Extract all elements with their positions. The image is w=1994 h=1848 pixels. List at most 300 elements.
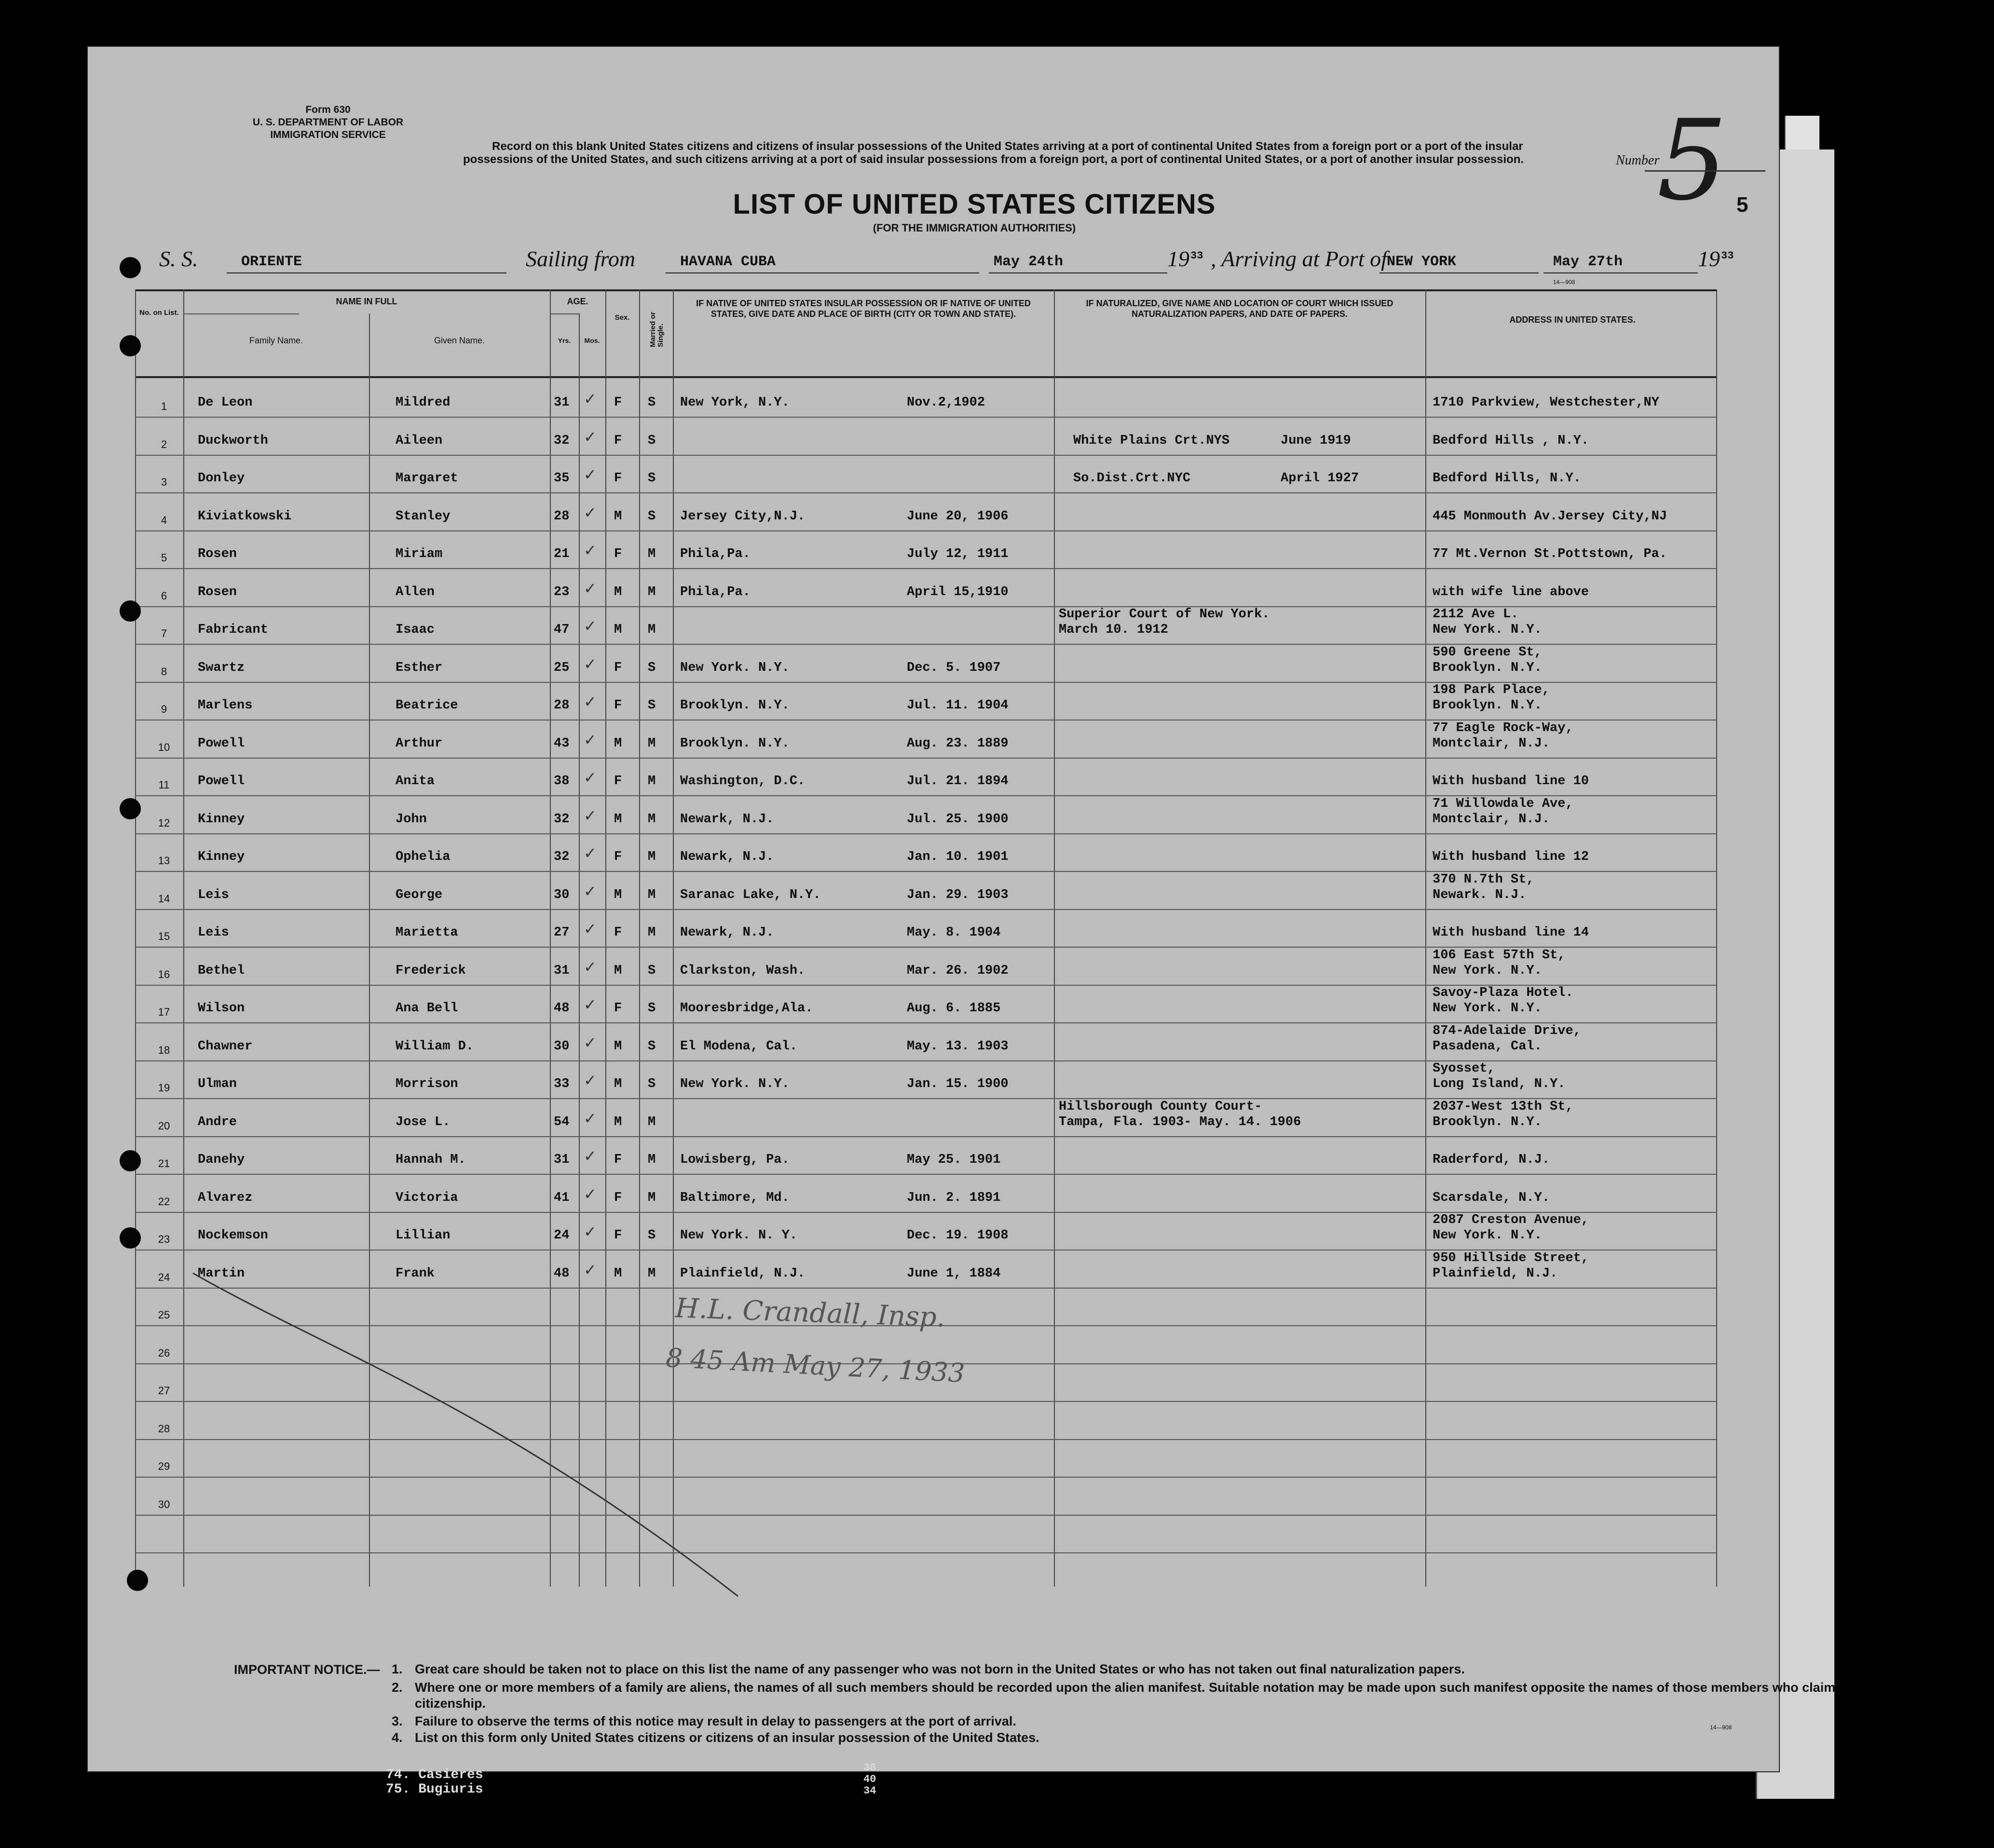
given-name: Anita: [396, 774, 435, 788]
row-number: 14: [158, 892, 170, 905]
given-name: Hannah M.: [396, 1153, 466, 1167]
row-rule: [135, 1136, 1717, 1137]
family-name: Chawner: [198, 1039, 253, 1054]
verification-check-mark: ✓: [584, 957, 597, 976]
row-rule: [135, 492, 1717, 493]
address-line-1: 874-Adelaide Drive,: [1433, 1023, 1581, 1038]
arriving-label: , Arriving at Port of: [1211, 246, 1387, 271]
birth-place: Phila,Pa.: [680, 547, 751, 561]
family-name: Danehy: [198, 1153, 245, 1167]
number-underline: [1645, 170, 1765, 172]
given-name: George: [396, 887, 443, 902]
header-sex: Sex.: [615, 313, 630, 322]
birth-place: El Modena, Cal.: [680, 1039, 798, 1054]
birth-date: April 15,1910: [907, 584, 1009, 599]
strip-value-3: 34: [863, 1785, 876, 1797]
sex: F: [614, 547, 622, 561]
age-years: 25: [554, 660, 570, 675]
arriving-date: May 27th: [1553, 254, 1623, 270]
age-years: 33: [554, 1077, 570, 1091]
row-rule: [135, 568, 1717, 569]
address: Scarsdale, N.Y.: [1433, 1190, 1550, 1205]
naturalization-court: So.Dist.Crt.NYC: [1073, 471, 1191, 486]
row-rule: [135, 530, 1717, 531]
address-line-2: Plainfield, N.J.: [1433, 1266, 1558, 1281]
inspection-time-note: 8 45 Am May 27, 1933: [665, 1342, 966, 1389]
birth-place: Newark, N.J.: [680, 925, 774, 940]
row-number: 23: [158, 1233, 170, 1245]
sex: F: [614, 774, 622, 788]
family-name: Kiviatkowski: [198, 509, 292, 524]
birth-place: Washington, D.C.: [680, 774, 806, 788]
form-number: Form 630: [305, 104, 351, 115]
marital-status: S: [648, 963, 656, 978]
given-name: Victoria: [396, 1190, 458, 1205]
given-name: Esther: [396, 660, 443, 675]
given-name: Mildred: [396, 395, 451, 410]
given-name: Isaac: [396, 623, 435, 637]
address-line-1: 950 Hillside Street,: [1433, 1250, 1589, 1265]
given-name: Frank: [396, 1266, 435, 1281]
arriving-year-suffix: 33: [1721, 250, 1734, 262]
manifest-sheet: [87, 46, 1836, 1772]
row-number: 5: [161, 552, 167, 564]
row-rule: [135, 833, 1717, 834]
marital-status: S: [648, 1077, 656, 1091]
address: 1710 Parkview, Westchester,NY: [1433, 395, 1659, 410]
sex: M: [614, 1266, 622, 1281]
strip-line-1: 74. Casieres: [386, 1767, 483, 1782]
underlying-manifest-strip: [338, 1762, 1013, 1801]
form-code-bottom: 14—908: [1710, 1724, 1732, 1731]
notice-item-3: 3. Failure to observe the terms of this notice may result in delay to passengers at the port of arrival.: [392, 1714, 1016, 1728]
address-line-2: New York. N.Y.: [1433, 1001, 1542, 1016]
address: Bedford Hills , N.Y.: [1433, 433, 1589, 448]
family-name: Rosen: [198, 584, 237, 599]
age-years: 35: [554, 471, 570, 486]
sex: F: [614, 1001, 622, 1016]
sailing-year-suffix: 33: [1190, 250, 1203, 262]
given-name: Ophelia: [396, 850, 451, 864]
birth-date: July 12, 1911: [907, 547, 1009, 561]
binder-hole: [120, 335, 141, 356]
verification-check-mark: ✓: [584, 1071, 597, 1089]
row-number: 10: [158, 741, 170, 753]
family-name: Duckworth: [198, 433, 268, 448]
verification-check-mark: ✓: [584, 995, 597, 1014]
marital-status: M: [648, 736, 656, 751]
age-years: 30: [554, 887, 570, 902]
sex: F: [614, 850, 622, 864]
birth-date: Nov.2,1902: [907, 395, 985, 410]
row-rule: [135, 909, 1717, 910]
given-name: Jose L.: [396, 1114, 451, 1129]
address-line-1: 71 Willowdale Ave,: [1433, 796, 1573, 811]
address: with wife line above: [1433, 584, 1589, 599]
verification-check-mark: ✓: [584, 579, 597, 598]
binder-hole: [120, 1150, 141, 1171]
row-number: 30: [158, 1498, 170, 1510]
given-name: Arthur: [396, 736, 443, 751]
address: 445 Monmouth Av.Jersey City,NJ: [1433, 509, 1667, 524]
age-years: 23: [554, 584, 570, 599]
address-line-1: Syosset,: [1433, 1061, 1495, 1076]
family-name: Leis: [198, 887, 229, 902]
birth-date: Aug. 23. 1889: [907, 736, 1009, 751]
row-number: 6: [161, 589, 167, 602]
sailing-year-prefix: 19: [1167, 246, 1189, 271]
birth-date: May. 13. 1903: [907, 1039, 1009, 1054]
given-name: Margaret: [396, 471, 458, 486]
birth-place: Saranac Lake, N.Y.: [680, 887, 821, 902]
marital-status: M: [648, 850, 656, 864]
marital-status: M: [648, 1114, 656, 1129]
given-name: Stanley: [396, 509, 451, 524]
row-number: 26: [158, 1346, 170, 1359]
birth-date: May. 8. 1904: [907, 925, 1001, 940]
verification-check-mark: ✓: [584, 1033, 597, 1052]
sailing-port: HAVANA CUBA: [680, 254, 776, 270]
family-name: Nockemson: [198, 1228, 268, 1243]
ss-label: S. S.: [159, 246, 198, 271]
sex: M: [614, 1039, 622, 1054]
inspector-signature: H.L. Crandall, Insp.: [675, 1292, 946, 1333]
name-subheader-rule: [183, 313, 299, 314]
marital-status: S: [648, 1228, 656, 1243]
binder-hole: [120, 1227, 141, 1249]
age-years: 54: [554, 1114, 570, 1129]
strip-line-2: 75. Bugiuris: [386, 1782, 483, 1797]
family-name: Powell: [198, 736, 245, 751]
verification-check-mark: ✓: [584, 465, 597, 484]
col-rule-naturalized: [1425, 289, 1426, 1587]
naturalization-court: Hillsborough County Court-: [1059, 1099, 1262, 1114]
address: 77 Mt.Vernon St.Pottstown, Pa.: [1433, 547, 1667, 561]
birth-place: New York. N. Y.: [680, 1228, 798, 1243]
form-code-top: 14—908: [1553, 279, 1575, 285]
address: Raderford, N.J.: [1433, 1153, 1550, 1167]
marital-status: S: [648, 698, 656, 713]
birth-place: Jersey City,N.J.: [680, 509, 806, 524]
address-line-1: 2112 Ave L.: [1433, 607, 1519, 622]
sex: F: [614, 1153, 622, 1167]
verification-check-mark: ✓: [584, 1184, 597, 1203]
naturalization-court-detail: March 10. 1912: [1059, 623, 1168, 637]
marital-status: M: [648, 1153, 656, 1167]
sailing-date: May 24th: [994, 254, 1064, 270]
family-name: Marlens: [198, 698, 253, 713]
sailing-underline: [666, 272, 979, 273]
age-years: 28: [554, 698, 570, 713]
address-line-2: Brooklyn. N.Y.: [1433, 660, 1542, 675]
family-name: Swartz: [198, 660, 245, 675]
family-name: Wilson: [198, 1001, 245, 1016]
birth-date: Dec. 19. 1908: [907, 1228, 1009, 1243]
sex: M: [614, 963, 622, 978]
row-number: 2: [161, 438, 167, 450]
birth-date: Dec. 5. 1907: [907, 660, 1001, 675]
sex: F: [614, 395, 622, 410]
age-years: 32: [554, 812, 570, 827]
citizens-table: [135, 289, 1717, 1587]
given-name: Lillian: [396, 1228, 451, 1243]
table-top-rule: [135, 289, 1717, 291]
birth-place: Baltimore, Md.: [680, 1190, 790, 1205]
row-number: 18: [158, 1044, 170, 1056]
notice-item-1: 1. Great care should be taken not to place on this list the name of any passenger who was not born in the United States or who has not taken out final naturalization papers.: [392, 1662, 1465, 1676]
family-name: Kinney: [198, 812, 245, 827]
given-name: Ana Bell: [396, 1001, 458, 1016]
address-line-2: New York. N.Y.: [1433, 623, 1542, 637]
header-mos: Mos.: [584, 337, 600, 344]
sex: M: [614, 812, 622, 827]
birth-date: Mar. 26. 1902: [907, 963, 1009, 978]
family-name: Bethel: [198, 963, 245, 978]
family-name: De Leon: [198, 395, 253, 410]
header-bottom-rule: [135, 376, 1717, 378]
notice-title: IMPORTANT NOTICE.—: [234, 1662, 380, 1677]
naturalization-court: Superior Court of New York.: [1059, 607, 1270, 622]
address: With husband line 12: [1433, 850, 1589, 864]
row-number: 29: [158, 1460, 170, 1472]
page-subtitle: (FOR THE IMMIGRATION AUTHORITIES): [873, 222, 1076, 234]
row-number: 9: [161, 703, 167, 715]
birth-place: New York. N.Y.: [680, 1077, 790, 1091]
row-number: 28: [158, 1422, 170, 1435]
verification-check-mark: ✓: [584, 1109, 597, 1128]
row-rule: [135, 1174, 1717, 1175]
birth-date: Jul. 25. 1900: [907, 812, 1009, 827]
header-married-single: Married or Single.: [649, 312, 665, 347]
page-title: LIST OF UNITED STATES CITIZENS: [733, 189, 1216, 220]
sex: F: [614, 925, 622, 940]
given-name: William D.: [396, 1039, 474, 1054]
number-label: Number: [1616, 153, 1660, 168]
sex: M: [614, 623, 622, 637]
birth-place: Lowisberg, Pa.: [680, 1153, 790, 1167]
birth-place: Mooresbridge,Ala.: [680, 1001, 813, 1016]
sex: M: [614, 584, 622, 599]
row-number: 16: [158, 968, 170, 980]
marital-status: S: [648, 509, 656, 524]
address-line-2: Montclair, N.J.: [1433, 736, 1550, 751]
age-years: 24: [554, 1228, 570, 1243]
col-rule-left: [135, 289, 136, 1587]
row-number: 8: [161, 665, 167, 678]
row-number: 17: [158, 1006, 170, 1018]
age-years: 31: [554, 395, 570, 410]
naturalization-court: White Plains Crt.NYS: [1073, 433, 1230, 448]
naturalization-court-detail: Tampa, Fla. 1903- May. 14. 1906: [1059, 1114, 1301, 1129]
marital-status: M: [648, 774, 656, 788]
row-number: 24: [158, 1271, 170, 1283]
notice-item-4: 4. List on this form only United States citizens or citizens of an insular possession of the United States.: [392, 1730, 1039, 1745]
marital-status: S: [648, 1039, 656, 1054]
address-line-1: 2037-West 13th St,: [1433, 1099, 1573, 1114]
marital-status: M: [648, 584, 656, 599]
age-years: 30: [554, 1039, 570, 1054]
row-number: 21: [158, 1157, 170, 1169]
marital-status: M: [648, 1266, 656, 1281]
sex: M: [614, 1077, 622, 1091]
header-age: AGE.: [567, 297, 588, 306]
row-number: 4: [161, 514, 167, 526]
birth-date: May 25. 1901: [907, 1153, 1001, 1167]
verification-check-mark: ✓: [584, 882, 597, 900]
verification-check-mark: ✓: [584, 844, 597, 862]
address-line-2: Montclair, N.J.: [1433, 812, 1550, 827]
verification-check-mark: ✓: [584, 390, 597, 408]
header-yrs: Yrs.: [558, 337, 571, 344]
address-line-2: New York. N.Y.: [1433, 963, 1542, 978]
age-years: 31: [554, 963, 570, 978]
row-rule: [135, 758, 1717, 759]
marital-status: M: [648, 1190, 656, 1205]
marital-status: M: [648, 623, 656, 637]
binder-hole: [127, 1570, 148, 1591]
birth-date: Jul. 11. 1904: [907, 698, 1009, 713]
age-years: 21: [554, 547, 570, 561]
marital-status: S: [648, 433, 656, 448]
given-name: Marietta: [396, 925, 458, 940]
birth-place: Brooklyn. N.Y.: [680, 698, 790, 713]
family-name: Donley: [198, 471, 245, 486]
col-rule-right: [1716, 289, 1717, 1587]
marital-status: M: [648, 925, 656, 940]
row-number: 20: [158, 1119, 170, 1132]
sex: F: [614, 660, 622, 675]
address-line-2: Brooklyn. N.Y.: [1433, 698, 1542, 713]
given-name: Allen: [396, 584, 435, 599]
address-line-1: 77 Eagle Rock-Way,: [1433, 720, 1573, 735]
birth-date: Jul. 21. 1894: [907, 774, 1009, 788]
strip-value-2: 40: [863, 1773, 876, 1785]
arriving-year-prefix: 19: [1698, 246, 1720, 271]
given-name: Aileen: [396, 433, 443, 448]
given-name: Miriam: [396, 547, 443, 561]
sailing-label: Sailing from: [526, 246, 636, 271]
header-address: ADDRESS IN UNITED STATES.: [1509, 315, 1636, 325]
address-line-2: Brooklyn. N.Y.: [1433, 1114, 1542, 1129]
address-line-1: Savoy-Plaza Hotel.: [1433, 986, 1573, 1000]
given-name: Beatrice: [396, 698, 458, 713]
header-family-name: Family Name.: [249, 336, 303, 345]
row-number: 1: [161, 400, 167, 412]
sex: M: [614, 1114, 622, 1129]
birth-date: June 20, 1906: [907, 509, 1009, 524]
record-instructions: Record on this blank United States citizens and citizens of insular possessions of the United States arriving at a port of continental United States from a foreign port or a port of the insular possessions of the United States, and such citizens arriving at a port of said insular possessions from a foreign port, a port of continental United States, or a port of another insular possession.: [463, 140, 1524, 166]
age-years: 48: [554, 1266, 570, 1281]
page-number: 5: [1736, 193, 1748, 217]
header-birth: IF NATIVE OF UNITED STATES INSULAR POSSESSION OR IF NATIVE OF UNITED STATES, GIVE DATE AND PLACE OF BIRTH (CITY OR TOWN AND STATE).: [696, 299, 1031, 319]
row-rule: [135, 455, 1717, 456]
birth-date: Jan. 15. 1900: [907, 1077, 1009, 1091]
marital-status: S: [648, 471, 656, 486]
voyage-line: [87, 246, 1780, 285]
family-name: Martin: [198, 1266, 245, 1281]
age-years: 38: [554, 774, 570, 788]
marital-status: S: [648, 660, 656, 675]
arriving-date-underline: [1543, 272, 1698, 273]
address-line-1: 2087 Creston Avenue,: [1433, 1213, 1589, 1227]
marital-status: M: [648, 547, 656, 561]
age-years: 32: [554, 433, 570, 448]
birth-place: New York. N.Y.: [680, 660, 790, 675]
age-years: 41: [554, 1190, 570, 1205]
header-given-name: Given Name.: [434, 336, 485, 345]
form-identifier: [227, 104, 429, 141]
naturalization-date: June 1919: [1281, 433, 1351, 448]
verification-check-mark: ✓: [584, 1223, 597, 1241]
birth-date: Jun. 2. 1891: [907, 1190, 1001, 1205]
sex: M: [614, 736, 622, 751]
address-line-2: New York. N.Y.: [1433, 1228, 1542, 1243]
birth-date: Jan. 29. 1903: [907, 887, 1009, 902]
row-number: 22: [158, 1195, 170, 1208]
family-name: Fabricant: [198, 623, 268, 637]
age-years: 43: [554, 736, 570, 751]
address: Bedford Hills, N.Y.: [1433, 471, 1581, 486]
address: With husband line 14: [1433, 925, 1589, 940]
strip-value-1: 38: [863, 1762, 876, 1774]
verification-check-mark: ✓: [584, 427, 597, 446]
birth-place: Clarkston, Wash.: [680, 963, 806, 978]
arriving-underline: [1379, 272, 1539, 273]
age-subheader-rule: [550, 313, 579, 314]
verification-check-mark: ✓: [584, 920, 597, 938]
address-line-1: 106 East 57th St,: [1433, 948, 1566, 963]
birth-place: New York, N.Y.: [680, 395, 790, 410]
verification-check-mark: ✓: [584, 654, 597, 673]
age-years: 27: [554, 925, 570, 940]
address-line-2: Long Island, N.Y.: [1433, 1077, 1566, 1091]
family-name: Powell: [198, 774, 245, 788]
department-name: U. S. DEPARTMENT OF LABOR: [252, 117, 404, 128]
address-line-1: 370 N.7th St,: [1433, 872, 1534, 887]
verification-check-mark: ✓: [584, 503, 597, 522]
birth-date: Jan. 10. 1901: [907, 850, 1009, 864]
row-rule: [135, 417, 1717, 418]
birth-place: Newark, N.J.: [680, 812, 774, 827]
family-name: Kinney: [198, 850, 245, 864]
age-years: 32: [554, 850, 570, 864]
age-years: 48: [554, 1001, 570, 1016]
sex: M: [614, 887, 622, 902]
sex: F: [614, 698, 622, 713]
row-number: 27: [158, 1385, 170, 1397]
birth-date: June 1, 1884: [907, 1266, 1001, 1281]
row-number: 12: [158, 816, 170, 829]
ship-name: ORIENTE: [241, 254, 302, 270]
cancellation-stroke: [183, 1264, 762, 1601]
sex: F: [614, 1190, 622, 1205]
family-name: Leis: [198, 925, 229, 940]
arriving-port: NEW YORK: [1387, 254, 1457, 270]
birth-place: Newark, N.J.: [680, 850, 774, 864]
naturalization-date: April 1927: [1281, 471, 1359, 486]
row-number: 25: [158, 1309, 170, 1321]
row-number: 7: [161, 627, 167, 639]
col-rule-birth: [1054, 289, 1055, 1587]
age-years: 28: [554, 509, 570, 524]
header-naturalized: IF NATURALIZED, GIVE NAME AND LOCATION OF COURT WHICH ISSUED NATURALIZATION PAPERS, AND DATE OF PAPERS.: [1086, 299, 1393, 319]
family-name: Rosen: [198, 547, 237, 561]
binder-hole: [120, 257, 141, 278]
birth-place: Plainfield, N.J.: [680, 1266, 806, 1281]
row-number: 3: [161, 476, 167, 488]
verification-check-mark: ✓: [584, 693, 597, 711]
address: With husband line 10: [1433, 774, 1589, 788]
